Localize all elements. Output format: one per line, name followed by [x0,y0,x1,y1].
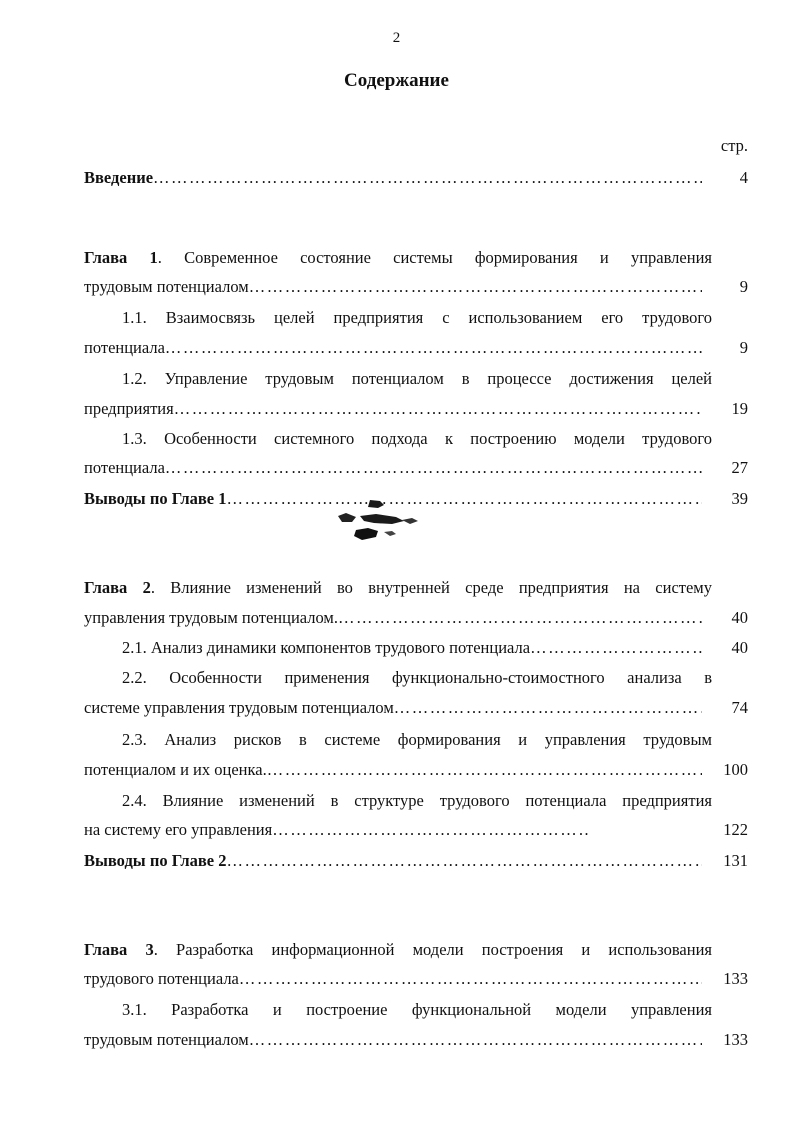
dot-leader [165,456,702,480]
section-title-cont: системе управления трудовым потенциалом [84,698,394,717]
chapter-label: Глава 3 [84,940,154,959]
toc-section-1-1: 1.1. Взаимосвязь целей предприятия с использованием его трудового [122,308,712,327]
toc-entry-intro [84,166,702,190]
toc-page-number: 74 [731,698,748,717]
dot-leader [226,487,702,511]
chapter-title: . Современное состояние системы формирования и управления [157,248,712,267]
chapter-title-cont: трудовым потенциалом [84,277,249,296]
dot-leader [239,967,702,991]
chapter-title-cont: трудового потенциала [84,969,239,988]
dot-leader [338,606,702,630]
toc-section-2-4: 2.4. Влияние изменений в структуре трудового потенциала предприятия [122,791,712,810]
section-title-cont: потенциалом и их оценка. [84,760,267,779]
toc-page-number: 122 [723,820,748,839]
conclusion-label: Выводы по Главе 1 [84,489,227,508]
toc-section-1-3: 1.3. Особенности системного подхода к построению модели трудового [122,429,712,448]
chapter-3-heading [84,938,712,962]
toc-page-number: 39 [731,489,748,508]
section-title: 2.1. Анализ динамики компонентов трудового потенциала [122,638,531,657]
toc-section-2-1 [122,636,702,660]
toc-section-1-2: 1.2. Управление трудовым потенциалом в процессе достижения целей [122,369,712,388]
chapter-title: . Влияние изменений во внутренней среде предприятия на систему [150,578,712,597]
dot-leader [249,1028,702,1052]
toc-entry-label: Введение [84,168,154,187]
page-column-label: стр. [720,136,748,155]
dot-leader [249,275,702,299]
section-title-cont: потенциала [84,338,165,357]
dot-leader [267,758,702,782]
toc-section-1-1-cont [84,336,702,360]
toc-section-1-2-cont [84,397,702,421]
toc-section-3-1: 3.1. Разработка и построение функциональной модели управления [122,1000,712,1019]
toc-section-2-3: 2.3. Анализ рисков в системе формирования и управления трудовым [122,730,712,749]
toc-page-number: 133 [723,1030,748,1049]
toc-page-number: 19 [731,399,748,418]
toc-page-number: 40 [731,638,748,657]
page-title: Содержание [344,70,449,91]
chapter-1-heading [84,246,712,270]
toc-page-number: 40 [731,608,748,627]
toc-page-number: 9 [739,338,748,357]
section-title-cont: предприятия [84,399,174,418]
scan-smudge [332,498,422,544]
page-number: 2 [392,30,401,46]
toc-section-2-2-cont [84,696,702,720]
dot-leader [530,636,702,660]
toc-page-number: 27 [731,458,748,477]
chapter-2-heading [84,576,712,600]
dot-leader [153,166,702,190]
dot-leader [226,849,702,873]
toc-section-2-3-cont [84,758,702,782]
section-title-cont: на систему его управления [84,820,273,839]
chapter-3-heading-cont [84,967,702,991]
dot-leader [394,696,702,720]
toc-page-number: 4 [739,168,748,187]
chapter-label: Глава 1 [84,248,158,267]
chapter-title-cont: управления трудовым потенциалом. [84,608,338,627]
toc-section-2-4-cont [84,818,589,842]
toc-section-3-1-cont [84,1028,702,1052]
toc-conclusion-2 [84,849,702,873]
toc-page-number: 133 [723,969,748,988]
chapter-title: . Разработка информационной модели построения и использования [153,940,712,959]
section-title-cont: трудовым потенциалом [84,1030,249,1049]
toc-page-number: 131 [723,851,748,870]
toc-section-1-3-cont [84,456,702,480]
dot-leader [174,397,702,421]
section-title-cont: потенциала [84,458,165,477]
toc-page-number: 9 [739,277,748,296]
toc-page-number: 100 [723,760,748,779]
dot-leader [272,818,589,842]
toc-section-2-2: 2.2. Особенности применения функционально-стоимостного анализа в [122,668,712,687]
dot-leader [165,336,702,360]
chapter-2-heading-cont [84,606,702,630]
conclusion-label: Выводы по Главе 2 [84,851,227,870]
chapter-label: Глава 2 [84,578,151,597]
chapter-1-heading-cont [84,275,702,299]
